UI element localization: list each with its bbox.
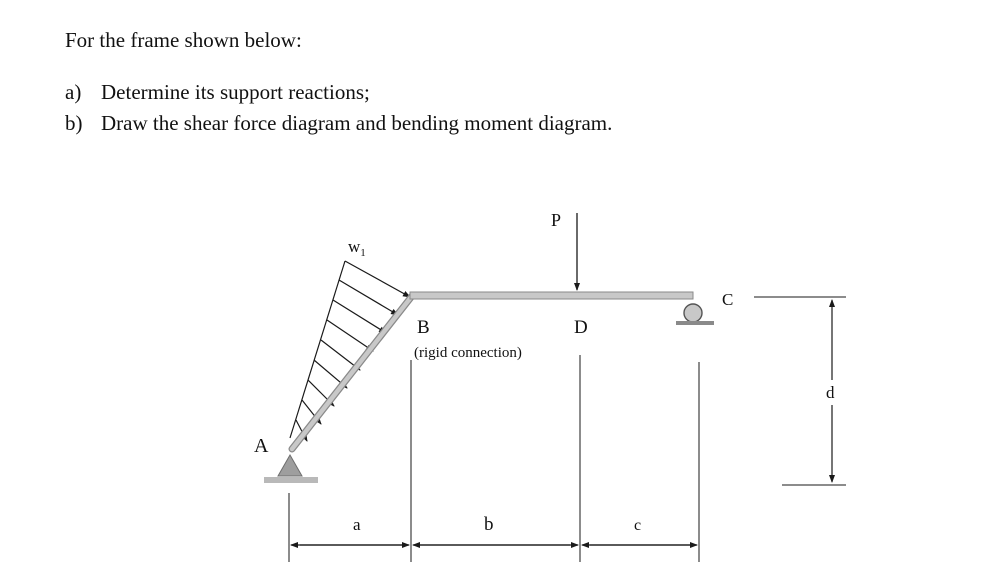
item-label: a)	[65, 80, 82, 104]
load-arrow	[345, 261, 410, 297]
dimension-lines	[291, 300, 832, 545]
item-text: Draw the shear force diagram and bending moment diagram.	[101, 111, 613, 135]
label-d: D	[574, 317, 588, 338]
label-p: P	[551, 210, 562, 230]
load-arrow	[333, 300, 386, 333]
question-title: For the frame shown below:	[65, 28, 302, 52]
label-a: A	[254, 435, 269, 457]
label-rigid-connection: (rigid connection)	[414, 345, 522, 361]
load-arrow	[327, 320, 373, 351]
distributed-load-w1	[290, 261, 410, 441]
item-text: Determine its support reactions;	[101, 80, 370, 104]
triangle-pin-icon	[264, 455, 318, 483]
item-label: b)	[65, 111, 83, 135]
dimension-label-a: a	[353, 515, 361, 534]
label-b: B	[417, 317, 430, 338]
member-bc	[410, 292, 693, 299]
dimension-label-b: b	[484, 514, 494, 535]
extension-lines	[289, 297, 846, 562]
frame-members	[292, 292, 693, 449]
dimension-label-c: c	[634, 517, 642, 534]
roller-icon	[676, 304, 714, 325]
dimension-label-d: d	[826, 383, 835, 402]
label-w1: $w_1$	[348, 237, 366, 259]
label-c: C	[722, 290, 734, 309]
